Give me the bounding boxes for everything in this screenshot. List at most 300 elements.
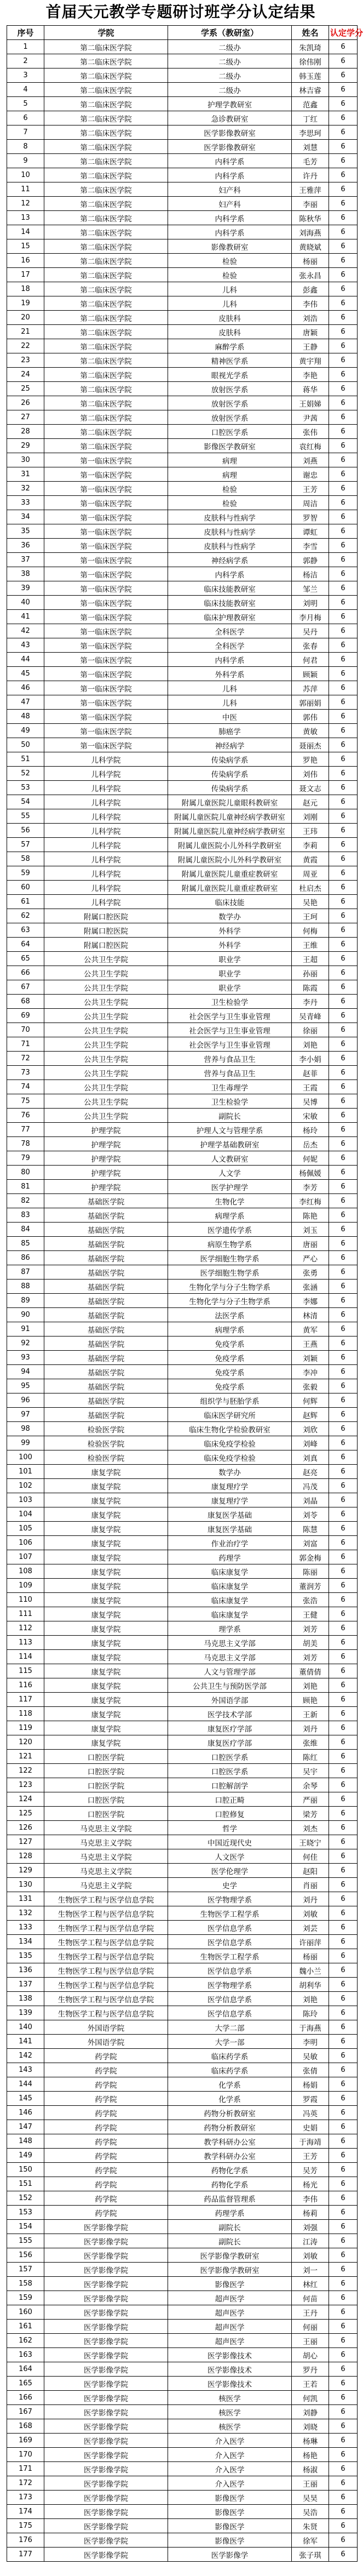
cell-index: 143 (7, 2063, 44, 2077)
table-row (7, 1664, 358, 1678)
cell-school: 康复学院 (44, 1707, 168, 1721)
cell-index: 109 (7, 1579, 44, 1593)
cell-school: 公共卫生学院 (44, 1023, 168, 1037)
cell-school: 医学影像学院 (44, 2448, 168, 2462)
cell-index: 146 (7, 2106, 44, 2120)
cell-school: 康复学院 (44, 1479, 168, 1493)
cell-index: 121 (7, 1750, 44, 1764)
cell-school: 第二临床医学院 (44, 382, 168, 396)
cell-name: 杨艳 (292, 2448, 329, 2462)
cell-dept: 社会医学与卫生事业管理 (168, 1009, 292, 1023)
table-row (7, 2220, 358, 2234)
cell-school: 医学影像学院 (44, 2320, 168, 2334)
cell-name: 杨玲 (292, 1123, 329, 1137)
cell-school: 基础医学院 (44, 1208, 168, 1223)
cell-credit: 6 (329, 1322, 358, 1336)
cell-credit: 6 (329, 1807, 358, 1821)
table-row (7, 97, 358, 111)
cell-dept: 皮肤科与性病学 (168, 524, 292, 539)
table-row (7, 2462, 358, 2476)
cell-index: 36 (7, 539, 44, 553)
cell-school: 第一临床医学院 (44, 524, 168, 539)
cell-name: 梁芳 (292, 1807, 329, 1821)
cell-name: 刘苓 (292, 1507, 329, 1522)
table-row (7, 653, 358, 667)
cell-dept: 放射医学系 (168, 396, 292, 410)
cell-index: 128 (7, 1849, 44, 1864)
cell-credit: 6 (329, 795, 358, 809)
cell-index: 175 (7, 2519, 44, 2533)
cell-dept: 麻醉学系 (168, 339, 292, 353)
cell-index: 157 (7, 2263, 44, 2277)
cell-name: 张维 (292, 1735, 329, 1750)
cell-school: 基础医学院 (44, 1322, 168, 1336)
cell-school: 第二临床医学院 (44, 268, 168, 282)
cell-dept: 介入医学 (168, 2434, 292, 2448)
cell-index: 56 (7, 824, 44, 838)
cell-school: 检验医学院 (44, 1422, 168, 1436)
table-row (7, 197, 358, 211)
table-row (7, 2348, 358, 2362)
cell-name: 徐丽 (292, 1023, 329, 1037)
cell-school: 口腔医学院 (44, 1792, 168, 1807)
cell-school: 第一临床医学院 (44, 624, 168, 638)
cell-credit: 6 (329, 2149, 358, 2163)
cell-index: 66 (7, 966, 44, 980)
cell-name: 刘敏 (292, 1906, 329, 1921)
cell-name: 王珂 (292, 909, 329, 923)
cell-name: 刘丹 (292, 1721, 329, 1735)
cell-name: 顾颖 (292, 667, 329, 681)
cell-index: 162 (7, 2334, 44, 2348)
cell-name: 张涵 (292, 1280, 329, 1294)
cell-index: 131 (7, 1892, 44, 1906)
cell-name: 严丽 (292, 1792, 329, 1807)
cell-school: 药学院 (44, 2049, 168, 2063)
cell-index: 117 (7, 1693, 44, 1707)
cell-dept: 临床技能教研室 (168, 596, 292, 610)
table-row (7, 980, 358, 995)
cell-credit: 6 (329, 225, 358, 239)
cell-dept: 药理学系 (168, 2206, 292, 2220)
cell-credit: 6 (329, 2277, 358, 2291)
table-row (7, 1992, 358, 2006)
cell-index: 34 (7, 510, 44, 524)
cell-dept: 护理学基础教研室 (168, 1137, 292, 1151)
cell-name: 郭伟 (292, 710, 329, 724)
cell-dept: 外科学 (168, 938, 292, 952)
table-row (7, 168, 358, 182)
cell-dept: 生物化学与分子生物学系 (168, 1294, 292, 1308)
table-row (7, 1379, 358, 1393)
cell-school: 基础医学院 (44, 1251, 168, 1265)
cell-name: 江涛 (292, 2234, 329, 2248)
cell-name: 袁红梅 (292, 439, 329, 453)
table-row (7, 1080, 358, 1094)
cell-school: 康复学院 (44, 1721, 168, 1735)
cell-dept: 影像医学 (168, 2505, 292, 2519)
cell-index: 159 (7, 2291, 44, 2305)
cell-dept: 影像医学 (168, 2519, 292, 2533)
cell-name: 刘一 (292, 2263, 329, 2277)
cell-dept: 核医学 (168, 2419, 292, 2434)
cell-dept: 影像医学教研室 (168, 439, 292, 453)
cell-credit: 6 (329, 1550, 358, 1564)
cell-school: 生物医学工程与医学信息学院 (44, 1963, 168, 1978)
cell-school: 基础医学院 (44, 1379, 168, 1393)
cell-dept: 皮肤科 (168, 325, 292, 339)
table-row (7, 2405, 358, 2419)
table-row (7, 1450, 358, 1465)
cell-dept: 放射医学系 (168, 382, 292, 396)
cell-school: 第一临床医学院 (44, 567, 168, 581)
cell-dept: 病理学系 (168, 1322, 292, 1336)
table-row (7, 2077, 358, 2092)
cell-name: 刘颖 (292, 1351, 329, 1365)
cell-index: 174 (7, 2505, 44, 2519)
cell-name: 王丹 (292, 2305, 329, 2320)
cell-name: 林红 (292, 2277, 329, 2291)
cell-name: 苏萍 (292, 681, 329, 695)
table-row (7, 1336, 358, 1351)
table-row (7, 211, 358, 225)
cell-dept: 口腔医学系 (168, 425, 292, 439)
cell-dept: 全科医学 (168, 638, 292, 653)
cell-index: 4 (7, 83, 44, 97)
table-row (7, 695, 358, 710)
table-row (7, 524, 358, 539)
cell-credit: 6 (329, 2106, 358, 2120)
cell-index: 177 (7, 2548, 44, 2562)
cell-name: 王维 (292, 938, 329, 952)
table-row (7, 2120, 358, 2134)
cell-dept: 内科学系 (168, 168, 292, 182)
cell-credit: 6 (329, 425, 358, 439)
cell-credit: 6 (329, 353, 358, 368)
cell-school: 附属口腔医院 (44, 938, 168, 952)
cell-name: 彭鑫 (292, 282, 329, 296)
cell-school: 医学影像学院 (44, 2462, 168, 2476)
cell-credit: 6 (329, 1393, 358, 1408)
cell-index: 124 (7, 1792, 44, 1807)
table-row (7, 952, 358, 966)
cell-credit: 6 (329, 995, 358, 1009)
cell-credit: 6 (329, 1408, 358, 1422)
table-row (7, 239, 358, 254)
cell-credit: 6 (329, 2334, 358, 2348)
cell-credit: 6 (329, 1835, 358, 1849)
cell-school: 护理学院 (44, 1137, 168, 1151)
cell-name: 刘强 (292, 2220, 329, 2234)
cell-dept: 临床医学研究所 (168, 1408, 292, 1422)
cell-name: 刘燕 (292, 453, 329, 467)
cell-dept: 皮肤科与性病学 (168, 539, 292, 553)
cell-name: 刘明 (292, 596, 329, 610)
cell-school: 药学院 (44, 2077, 168, 2092)
cell-index: 77 (7, 1123, 44, 1137)
cell-credit: 6 (329, 496, 358, 510)
cell-index: 115 (7, 1664, 44, 1678)
table-row (7, 895, 358, 909)
table-row (7, 1607, 358, 1621)
cell-school: 护理学院 (44, 1166, 168, 1180)
cell-school: 公共卫生学院 (44, 1009, 168, 1023)
table-row (7, 296, 358, 311)
cell-name: 冯英 (292, 2106, 329, 2120)
cell-school: 医学影像学院 (44, 2434, 168, 2448)
cell-credit: 6 (329, 1764, 358, 1778)
cell-credit: 6 (329, 2434, 358, 2448)
cell-name: 蒋华 (292, 382, 329, 396)
cell-dept: 康复医学基础 (168, 1507, 292, 1522)
cell-school: 儿科学院 (44, 781, 168, 795)
cell-name: 刘玉 (292, 1223, 329, 1237)
cell-name: 何妮 (292, 1151, 329, 1166)
cell-dept: 内科学系 (168, 154, 292, 168)
cell-dept: 口腔医学系 (168, 1764, 292, 1778)
cell-index: 79 (7, 1151, 44, 1166)
cell-credit: 6 (329, 211, 358, 225)
cell-school: 康复学院 (44, 1607, 168, 1621)
cell-dept: 外国语学部 (168, 1693, 292, 1707)
cell-school: 儿科学院 (44, 895, 168, 909)
cell-index: 11 (7, 182, 44, 197)
cell-credit: 6 (329, 681, 358, 695)
cell-credit: 6 (329, 1379, 358, 1393)
cell-dept: 介入医学 (168, 2462, 292, 2476)
table-row (7, 2263, 358, 2277)
cell-credit: 6 (329, 1792, 358, 1807)
cell-credit: 6 (329, 2462, 358, 2476)
table-row (7, 1949, 358, 1963)
table-row (7, 496, 358, 510)
cell-school: 第二临床医学院 (44, 197, 168, 211)
table-row (7, 1849, 358, 1864)
cell-index: 37 (7, 553, 44, 567)
cell-school: 医学影像学院 (44, 2548, 168, 2562)
cell-name: 杨佩媛 (292, 1166, 329, 1180)
cell-dept: 免疫学系 (168, 1351, 292, 1365)
table-row (7, 1906, 358, 1921)
cell-credit: 6 (329, 2519, 358, 2533)
cell-name: 李伟 (292, 296, 329, 311)
cell-dept: 病理 (168, 453, 292, 467)
cell-name: 王娟娣 (292, 396, 329, 410)
cell-dept: 放射医学系 (168, 410, 292, 425)
cell-dept: 影像医学 (168, 2533, 292, 2548)
cell-dept: 医学影像教研室 (168, 125, 292, 140)
cell-school: 第二临床医学院 (44, 68, 168, 83)
table-row (7, 1251, 358, 1265)
table-row (7, 624, 358, 638)
cell-index: 50 (7, 738, 44, 752)
cell-school: 医学影像学院 (44, 2291, 168, 2305)
cell-name: 何丽 (292, 2320, 329, 2334)
cell-name: 刘芳 (292, 1621, 329, 1636)
cell-index: 163 (7, 2348, 44, 2362)
cell-index: 15 (7, 239, 44, 254)
cell-name: 董润芳 (292, 1579, 329, 1593)
cell-name: 王丽 (292, 2334, 329, 2348)
cell-index: 18 (7, 282, 44, 296)
cell-school: 第一临床医学院 (44, 638, 168, 653)
cell-credit: 6 (329, 2063, 358, 2077)
cell-school: 第二临床医学院 (44, 439, 168, 453)
cell-school: 药学院 (44, 2206, 168, 2220)
cell-index: 134 (7, 1935, 44, 1949)
cell-dept: 医学影像学教研室 (168, 2248, 292, 2263)
cell-school: 第二临床医学院 (44, 125, 168, 140)
cell-dept: 附属儿童医院小儿外科学教研室 (168, 838, 292, 852)
cell-school: 康复学院 (44, 1579, 168, 1593)
table-row (7, 881, 358, 895)
cell-dept: 史学 (168, 1878, 292, 1892)
cell-school: 马克思主义学院 (44, 1864, 168, 1878)
cell-dept: 医学影像教研室 (168, 140, 292, 154)
cell-school: 口腔医学院 (44, 1807, 168, 1821)
table-row (7, 809, 358, 824)
cell-name: 冯茂 (292, 1479, 329, 1493)
cell-credit: 6 (329, 1365, 358, 1379)
table-row (7, 268, 358, 282)
cell-index: 25 (7, 382, 44, 396)
cell-name: 陈玲 (292, 2006, 329, 2020)
table-row (7, 2476, 358, 2491)
cell-credit: 6 (329, 567, 358, 581)
cell-credit: 6 (329, 952, 358, 966)
cell-dept: 二级办 (168, 54, 292, 68)
cell-credit: 6 (329, 2234, 358, 2248)
cell-credit: 6 (329, 2533, 358, 2548)
cell-credit: 6 (329, 1849, 358, 1864)
cell-index: 76 (7, 1109, 44, 1123)
cell-name: 刘伟 (292, 767, 329, 781)
cell-name: 郭金梅 (292, 1550, 329, 1564)
cell-credit: 6 (329, 439, 358, 453)
cell-index: 105 (7, 1522, 44, 1536)
cell-index: 94 (7, 1365, 44, 1379)
table-row (7, 1294, 358, 1308)
cell-name: 刘艳 (292, 1037, 329, 1052)
table-row (7, 1821, 358, 1835)
cell-dept: 附属儿童医院小儿外科学教研室 (168, 852, 292, 866)
table-row (7, 1436, 358, 1450)
cell-credit: 6 (329, 2377, 358, 2391)
cell-school: 第二临床医学院 (44, 311, 168, 325)
cell-index: 107 (7, 1550, 44, 1564)
cell-dept: 公共卫生与预防医学部 (168, 1678, 292, 1693)
cell-index: 127 (7, 1835, 44, 1849)
cell-school: 康复学院 (44, 1564, 168, 1579)
cell-dept: 介入医学 (168, 2448, 292, 2462)
cell-index: 58 (7, 852, 44, 866)
cell-index: 149 (7, 2149, 44, 2163)
cell-dept: 内科学系 (168, 653, 292, 667)
cell-school: 第一临床医学院 (44, 710, 168, 724)
cell-index: 80 (7, 1166, 44, 1180)
cell-dept: 临床技能 (168, 895, 292, 909)
cell-dept: 社会医学与卫生事业管理 (168, 1023, 292, 1037)
cell-name: 张倩 (292, 2063, 329, 2077)
cell-name: 刘海燕 (292, 225, 329, 239)
header-school: 学院 (44, 26, 168, 40)
table-row (7, 1208, 358, 1223)
cell-index: 73 (7, 1066, 44, 1080)
cell-index: 1 (7, 40, 44, 54)
cell-name: 郭静 (292, 553, 329, 567)
cell-school: 基础医学院 (44, 1408, 168, 1422)
table-row (7, 1536, 358, 1550)
cell-school: 药学院 (44, 2120, 168, 2134)
table-row (7, 140, 358, 154)
table-row (7, 368, 358, 382)
cell-school: 生物医学工程与医学信息学院 (44, 1906, 168, 1921)
cell-credit: 6 (329, 1949, 358, 1963)
cell-dept: 核医学 (168, 2405, 292, 2419)
cell-index: 22 (7, 339, 44, 353)
table-row (7, 1009, 358, 1023)
table-row (7, 1807, 358, 1821)
cell-index: 39 (7, 581, 44, 596)
cell-index: 38 (7, 567, 44, 581)
table-row (7, 2377, 358, 2391)
cell-name: 黄宇翔 (292, 353, 329, 368)
cell-school: 第二临床医学院 (44, 40, 168, 54)
cell-index: 63 (7, 923, 44, 938)
table-row (7, 1479, 358, 1493)
table-body (7, 40, 358, 2562)
cell-name: 陈霞 (292, 980, 329, 995)
cell-school: 口腔医学院 (44, 1750, 168, 1764)
cell-index: 136 (7, 1963, 44, 1978)
cell-school: 儿科学院 (44, 752, 168, 767)
cell-name: 王霞 (292, 1080, 329, 1094)
cell-dept: 药物分析教研室 (168, 2106, 292, 2120)
cell-school: 马克思主义学院 (44, 1821, 168, 1835)
cell-dept: 儿科 (168, 296, 292, 311)
cell-school: 第一临床医学院 (44, 596, 168, 610)
cell-dept: 医学影像学 (168, 2548, 292, 2562)
cell-school: 药学院 (44, 2191, 168, 2206)
cell-dept: 医学遗传学系 (168, 1223, 292, 1237)
cell-index: 54 (7, 795, 44, 809)
cell-index: 71 (7, 1037, 44, 1052)
cell-name: 刘芸 (292, 1921, 329, 1935)
cell-school: 康复学院 (44, 1693, 168, 1707)
table-row (7, 2049, 358, 2063)
cell-school: 第二临床医学院 (44, 111, 168, 125)
table-row (7, 966, 358, 980)
cell-index: 43 (7, 638, 44, 653)
cell-index: 172 (7, 2476, 44, 2491)
cell-index: 6 (7, 111, 44, 125)
cell-school: 基础医学院 (44, 1294, 168, 1308)
cell-credit: 6 (329, 1223, 358, 1237)
cell-dept: 内科学系 (168, 567, 292, 581)
cell-index: 23 (7, 353, 44, 368)
cell-index: 64 (7, 938, 44, 952)
table-row (7, 1151, 358, 1166)
cell-dept: 人文学 (168, 1166, 292, 1180)
cell-name: 吴艳 (292, 895, 329, 909)
cell-index: 122 (7, 1764, 44, 1778)
cell-index: 147 (7, 2120, 44, 2134)
cell-school: 第二临床医学院 (44, 140, 168, 154)
cell-school: 第一临床医学院 (44, 539, 168, 553)
cell-credit: 6 (329, 1593, 358, 1607)
table-row (7, 1935, 358, 1949)
cell-credit: 6 (329, 2491, 358, 2505)
